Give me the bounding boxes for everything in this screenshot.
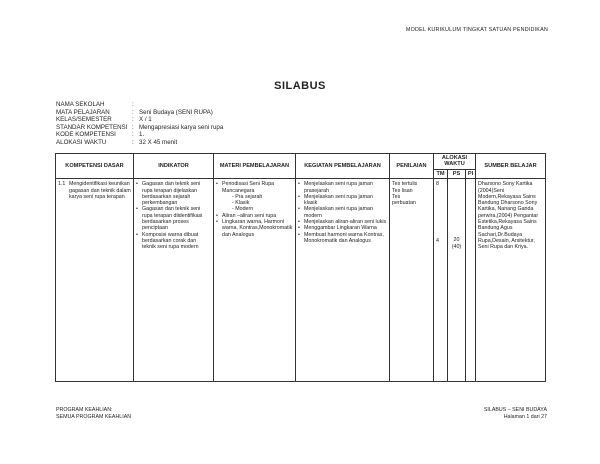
list-item: • Lingkaran warna, Harmoni warna, Kontras,Monokromatik dan Analogus	[216, 219, 293, 238]
list-item: • Gagasan dan teknik seni rupa terapan diidentifikasi berdasarkan proses penciptaan	[136, 206, 211, 231]
col-header-sumber: SUMBER BELAJAR	[476, 154, 546, 179]
footer-right: SILABUS – SENI BUDAYA Halaman 1 dari 27	[483, 407, 547, 420]
cell-kegiatan	[296, 179, 390, 382]
meta-row-code: KODE KOMPETENSI : 1.	[56, 131, 145, 139]
page-title: SILABUS	[274, 80, 326, 92]
col-header-alokasi: ALOKASI WAKTU	[434, 154, 476, 170]
syllabus-table	[55, 153, 546, 382]
list-item: • Menjelaskan seni rupa jaman modern	[298, 206, 387, 219]
list-item: • Periodisasi Seni Rupa Mancanegara - Pra sejarah - Klasik - Modern	[216, 181, 293, 212]
cell-sumber: Dharsono Sony Kartika (2004)Seni Modern,Rekayasa Sains Bandung Dharsono Sony Kartika, Nanang Ganda perwira,(2004) Pengantar Estetika,Rekayasa Sains Bandung Agus Sachari,Dr.Budaya Rupa,Desain, Arsitektur, Seni Rupa dan Kriya.	[476, 179, 546, 382]
cell-penilaian: Tes tertulis Tes lisan Tes perbuatan	[390, 179, 434, 382]
list-item: - Pra sejarah	[232, 194, 293, 200]
list-item: • Menjelaskan seni rupa jaman prasejarah	[298, 181, 387, 194]
meta-row-school: NAMA SEKOLAH :	[56, 101, 134, 108]
col-header-ps: PS	[448, 169, 466, 178]
col-header-materi: MATERI PEMBELAJARAN	[214, 154, 296, 179]
cell-materi	[214, 179, 296, 382]
list-item: • Aliran –aliran seni rupa	[216, 213, 293, 219]
document-header: MODEL KURIKULUM TINGKAT SATUAN PENDIDIKAN	[405, 27, 548, 33]
syllabus-meta	[56, 101, 223, 147]
list-item: • Menggambar Lingkaran Warna	[298, 225, 387, 231]
list-item: • Membuat harmoni warna Kontras, Monokromatik dan Analogus	[298, 232, 387, 245]
cell-tm: 8 4	[434, 179, 448, 382]
cell-kompetensi: 1.1 Mengidentifikasi keunikan gagasan dan teknik dalam karya seni rupa terapan	[56, 179, 134, 382]
list-item: - Klasik	[232, 200, 293, 206]
meta-row-time: ALOKASI WAKTU : 32 X 45 menit	[56, 138, 178, 146]
cell-ps: 20 (40)	[448, 179, 466, 382]
list-item: • Komposisi warna dibuat berdasarkan corak dan teknik seni rupa modern	[136, 232, 211, 251]
footer-left: PROGRAM KEAHLIAN: SEMUA PROGRAM KEAHLIAN	[56, 407, 132, 420]
col-header-tm: TM	[434, 169, 448, 178]
meta-row-standard: STANDAR KOMPETENSI : Mengapresiasi karya seni rupa	[56, 123, 224, 131]
list-item: • Menjelaskan seni rupa jaman klasik	[298, 194, 387, 207]
cell-indikator	[134, 179, 214, 382]
table-row	[56, 179, 546, 382]
col-header-penilaian: PENILAIAN	[390, 154, 434, 179]
list-item: • Gagasan dan teknik seni rupa terapan dijelaskan berdasarkan sejarah perkembangan	[136, 181, 211, 206]
col-header-indikator: INDIKATOR	[134, 154, 214, 179]
list-item: - Modern	[232, 206, 293, 212]
meta-row-class: KELAS/SEMESTER : X / 1	[56, 116, 152, 124]
cell-pi	[466, 179, 476, 382]
list-item: • Menjelaskan aliran-aliran seni lukis	[298, 219, 387, 225]
col-header-kegiatan: KEGIATAN PEMBELAJARAN	[296, 154, 390, 179]
col-header-pi: PI	[466, 169, 476, 178]
meta-row-subject: MATA PELAJARAN : Seni Budaya (SENI RUPA)	[56, 108, 213, 116]
page-number: Halaman 1 dari 27	[503, 413, 547, 420]
col-header-kompetensi: KOMPETENSI DASAR	[56, 154, 134, 179]
